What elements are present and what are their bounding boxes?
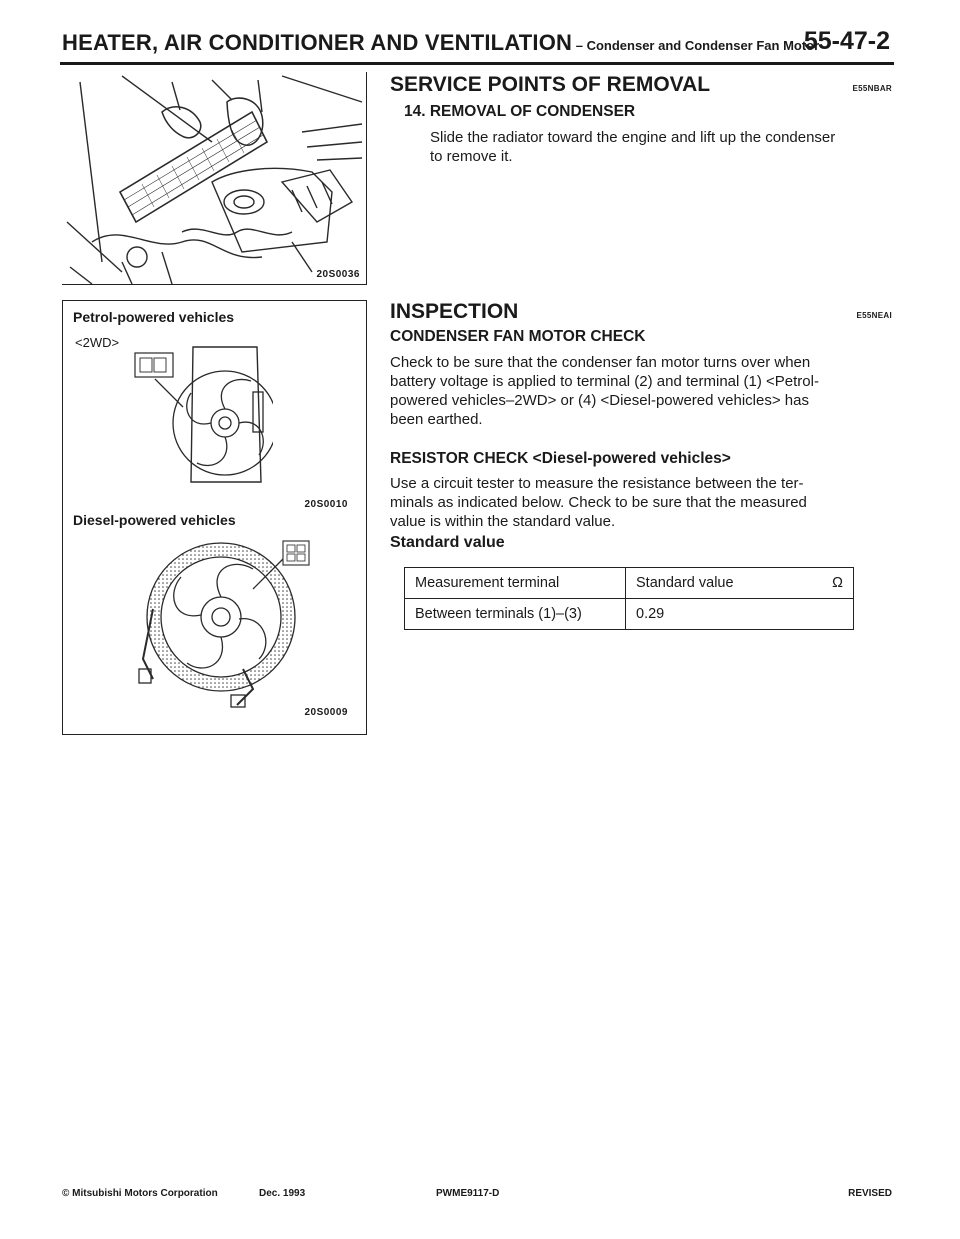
diesel-fan-drawing — [133, 529, 313, 709]
inspection-section-code: E55NEAI — [856, 311, 892, 320]
removal-instructions — [430, 128, 882, 166]
table-header-cell — [626, 568, 854, 599]
inspection-section-title: INSPECTION — [390, 300, 519, 323]
diesel-vehicles-label: Diesel-powered vehicles — [73, 512, 236, 528]
table-header-label: Standard value — [636, 575, 734, 591]
text-line: been earthed. — [390, 411, 483, 428]
footer-date: Dec. 1993 — [259, 1188, 306, 1199]
table-header-row — [405, 568, 854, 599]
footer-copyright: © Mitsubishi Motors Corporation — [62, 1188, 218, 1199]
removal-item-title: 14. REMOVAL OF CONDENSER — [404, 103, 636, 120]
table-cell: Between terminals (1)–(3) — [405, 599, 626, 630]
footer-status: REVISED — [848, 1188, 892, 1199]
table-cell: 0.29 — [626, 599, 854, 630]
standard-value-heading: Standard value — [390, 534, 505, 551]
petrol-fan-drawing — [123, 337, 273, 487]
removal-section-title: SERVICE POINTS OF REMOVAL — [390, 73, 711, 96]
text-line: Check to be sure that the condenser fan motor turns over when — [390, 354, 811, 371]
standard-value-table — [404, 567, 854, 630]
resistor-check-instructions — [390, 474, 885, 531]
text-line: battery voltage is applied to terminal (2) and terminal (1) <Petrol- — [390, 373, 819, 390]
resistor-check-title: RESISTOR CHECK <Diesel-powered vehicles> — [390, 450, 731, 467]
text-line: Slide the radiator toward the engine and lift up the condenser — [430, 129, 836, 146]
petrol-vehicles-label: Petrol-powered vehicles — [73, 309, 235, 325]
text-line: value is within the standard value. — [390, 513, 616, 530]
table-header-cell: Measurement terminal — [405, 568, 626, 599]
petrol-2wd-label: <2WD> — [75, 335, 120, 350]
fan-check-title: CONDENSER FAN MOTOR CHECK — [390, 328, 646, 345]
ohm-unit: Ω — [832, 575, 843, 591]
diesel-figure-code: 20S0009 — [304, 707, 348, 718]
header-title-sub: – Condenser and Condenser Fan Motor — [572, 38, 820, 53]
removal-section-code: E55NBAR — [852, 84, 892, 93]
fan-motor-illustrations — [62, 300, 367, 735]
figure-code: 20S0036 — [316, 269, 360, 280]
fan-check-instructions — [390, 353, 885, 429]
condenser-removal-drawing — [62, 72, 366, 284]
condenser-removal-illustration — [62, 72, 367, 285]
header-rule — [60, 62, 894, 65]
text-line: to remove it. — [430, 148, 513, 165]
text-line: powered vehicles–2WD> or (4) <Diesel-powered vehicles> has — [390, 392, 809, 409]
text-line: Use a circuit tester to measure the resistance between the ter- — [390, 475, 804, 492]
text-line: minals as indicated below. Check to be sure that the measured — [390, 494, 807, 511]
table-row — [405, 599, 854, 630]
page-header-title — [62, 30, 819, 56]
page-number: 55-47-2 — [803, 27, 890, 55]
petrol-figure-code: 20S0010 — [304, 499, 348, 510]
header-title-main: HEATER, AIR CONDITIONER AND VENTILATION — [62, 30, 573, 55]
footer-doc-code: PWME9117-D — [436, 1188, 500, 1199]
